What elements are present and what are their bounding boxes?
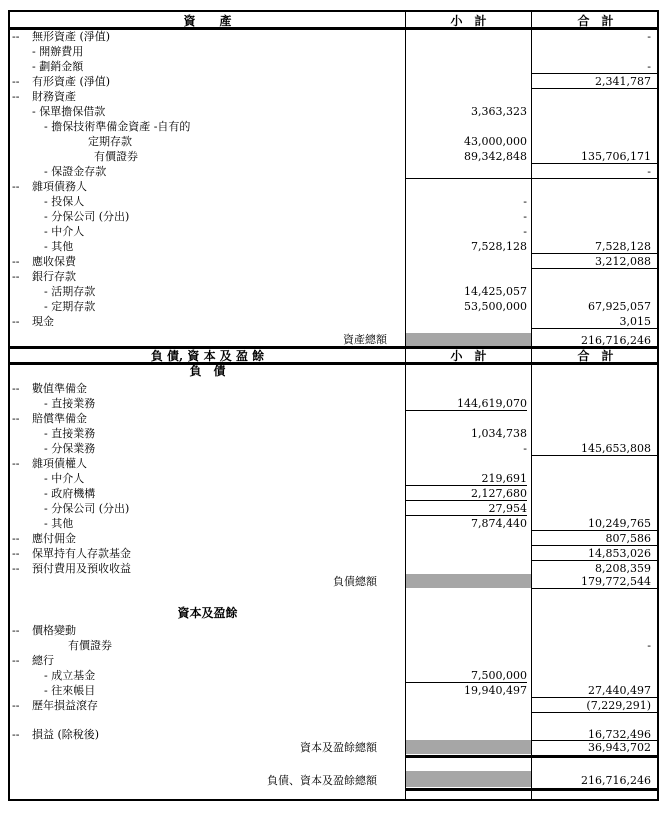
liabilities-rule bbox=[531, 455, 657, 456]
liabilities-row-label: - 分保公司 (分出) bbox=[44, 502, 130, 515]
assets-row-total: 3,015 bbox=[619, 315, 651, 328]
grand-total-shade bbox=[406, 771, 531, 787]
liabilities-row-prefix: -- bbox=[12, 532, 20, 545]
liabilities-row-prefix: -- bbox=[12, 382, 20, 395]
liabilities-row-total: 10,249,765 bbox=[588, 517, 651, 530]
liabilities-row-total: 14,853,026 bbox=[588, 547, 651, 560]
liabilities-rule bbox=[405, 485, 527, 486]
liabilities-row-prefix: -- bbox=[12, 457, 20, 470]
capital-row-label: - 往來帳目 bbox=[44, 684, 96, 697]
capital-section-title: 資本及盈餘 bbox=[177, 606, 238, 620]
assets-row-total: - bbox=[647, 30, 651, 43]
liabilities-rule bbox=[531, 560, 657, 561]
assets-row-label: 雜項債務人 bbox=[32, 180, 87, 193]
assets-row-subtotal: - bbox=[523, 195, 527, 208]
capital-row-label: - 成立基金 bbox=[44, 669, 96, 682]
assets-row-subtotal: 43,000,000 bbox=[464, 135, 527, 148]
capital-total-value: 36,943,702 bbox=[588, 741, 651, 754]
assets-row-prefix: -- bbox=[12, 30, 20, 43]
assets-row-label: 有形資產 (淨值) bbox=[32, 75, 111, 88]
assets-row-subtotal: - bbox=[523, 210, 527, 223]
capital-row-total: (7,229,291) bbox=[586, 699, 651, 712]
assets-row-subtotal: - bbox=[523, 225, 527, 238]
assets-rule bbox=[531, 88, 657, 89]
assets-rule bbox=[531, 268, 657, 269]
assets-rule bbox=[405, 178, 657, 179]
liab-total-label: 負債總額 bbox=[333, 575, 377, 588]
grand-total-value: 216,716,246 bbox=[581, 774, 651, 787]
assets-row-label: 有價證券 bbox=[94, 150, 138, 163]
liab-header-title: 負 債, 資 本 及 盈 餘 bbox=[150, 349, 265, 363]
assets-row-total: 2,341,787 bbox=[595, 75, 651, 88]
assets-row-prefix: -- bbox=[12, 255, 20, 268]
capital-row-subtotal: 7,500,000 bbox=[471, 669, 527, 682]
liabilities-rule bbox=[405, 500, 527, 501]
assets-row-label: - 分保公司 (分出) bbox=[44, 210, 130, 223]
assets-row-label: - 擔保技術準備金資產 -自有的 bbox=[44, 120, 191, 133]
liabilities-row-subtotal: 2,127,680 bbox=[471, 487, 527, 500]
assets-row-label: 財務資產 bbox=[32, 90, 76, 103]
assets-rule bbox=[531, 328, 657, 329]
liabilities-row-label: - 分保業務 bbox=[44, 442, 96, 455]
assets-header-total: 合 計 bbox=[577, 14, 614, 28]
assets-row-total: 135,706,171 bbox=[581, 150, 651, 163]
capital-total-shade bbox=[406, 740, 531, 754]
capital-rule bbox=[405, 682, 527, 683]
assets-row-label: 現金 bbox=[32, 315, 54, 328]
assets-row-subtotal: 3,363,323 bbox=[471, 105, 527, 118]
liabilities-rule bbox=[405, 410, 527, 411]
liab-total-value: 179,772,544 bbox=[581, 575, 651, 588]
column-divider-subtotal bbox=[405, 12, 406, 799]
grand-total-rule bbox=[405, 788, 657, 791]
assets-row-subtotal: 53,500,000 bbox=[464, 300, 527, 313]
liabilities-row-label: 應付佣金 bbox=[32, 532, 76, 545]
assets-rule bbox=[531, 73, 657, 74]
liab-header-subtotal: 小 計 bbox=[450, 349, 487, 363]
assets-total-shade bbox=[406, 333, 531, 346]
liabilities-row-label: 保單持有人存款基金 bbox=[32, 547, 131, 560]
liabilities-row-label: 賠償準備金 bbox=[32, 412, 87, 425]
capital-total-label: 資本及盈餘總額 bbox=[300, 741, 377, 754]
assets-row-total: - bbox=[647, 60, 651, 73]
assets-row-label: 銀行存款 bbox=[32, 270, 76, 283]
capital-rule bbox=[531, 740, 657, 741]
liabilities-row-label: 雜項債權人 bbox=[32, 457, 87, 470]
liabilities-row-total: 807,586 bbox=[605, 532, 651, 545]
liab-total-shade bbox=[406, 574, 531, 588]
liabilities-row-subtotal: - bbox=[523, 442, 527, 455]
liabilities-row-label: 數值準備金 bbox=[32, 382, 87, 395]
liabilities-row-subtotal: 1,034,738 bbox=[471, 427, 527, 440]
assets-header-title: 資 產 bbox=[183, 14, 232, 28]
assets-row-label: 應收保費 bbox=[32, 255, 76, 268]
assets-rule bbox=[531, 253, 657, 254]
column-divider-total bbox=[531, 12, 532, 799]
assets-total-label: 資產總額 bbox=[343, 333, 387, 346]
liabilities-row-subtotal: 219,691 bbox=[481, 472, 527, 485]
liabilities-row-label: - 直接業務 bbox=[44, 397, 96, 410]
liabilities-row-subtotal: 7,874,440 bbox=[471, 517, 527, 530]
capital-row-total: - bbox=[647, 639, 651, 652]
assets-row-total: - bbox=[647, 165, 651, 178]
capital-row-label: 損益 (除稅後) bbox=[32, 728, 100, 741]
assets-header-subtotal: 小 計 bbox=[450, 14, 487, 28]
capital-row-label: 價格變動 bbox=[32, 624, 76, 637]
capital-row-total: 27,440,497 bbox=[588, 684, 651, 697]
assets-row-label: - 其他 bbox=[44, 240, 74, 253]
liabilities-row-label: - 政府機構 bbox=[44, 487, 96, 500]
liabilities-row-subtotal: 144,619,070 bbox=[457, 397, 527, 410]
assets-row-prefix: -- bbox=[12, 75, 20, 88]
liab-section-title: 負 債 bbox=[189, 364, 226, 378]
assets-row-label: 定期存款 bbox=[88, 135, 132, 148]
capital-rule bbox=[531, 697, 657, 698]
assets-row-label: - 投保人 bbox=[44, 195, 85, 208]
liabilities-row-label: - 其他 bbox=[44, 517, 74, 530]
liabilities-rule bbox=[405, 515, 527, 516]
capital-row-label: 總行 bbox=[32, 654, 54, 667]
assets-row-total: 7,528,128 bbox=[595, 240, 651, 253]
capital-row-subtotal: 19,940,497 bbox=[464, 684, 527, 697]
assets-row-subtotal: 89,342,848 bbox=[464, 150, 527, 163]
assets-row-label: - 活期存款 bbox=[44, 285, 96, 298]
liabilities-row-label: - 中介人 bbox=[44, 472, 85, 485]
assets-row-label: - 開辦費用 bbox=[32, 45, 84, 58]
capital-row-label: 有價證券 bbox=[68, 639, 112, 652]
capital-row-prefix: -- bbox=[12, 699, 20, 712]
assets-row-prefix: -- bbox=[12, 90, 20, 103]
liabilities-row-prefix: -- bbox=[12, 547, 20, 560]
liabilities-rule bbox=[531, 530, 657, 531]
liab-total-rule bbox=[531, 588, 657, 589]
capital-total-rule bbox=[405, 755, 657, 758]
liabilities-row-subtotal: 27,954 bbox=[488, 502, 527, 515]
assets-row-total: 3,212,088 bbox=[595, 255, 651, 268]
assets-row-label: - 中介人 bbox=[44, 225, 85, 238]
assets-row-prefix: -- bbox=[12, 315, 20, 328]
balance-sheet bbox=[8, 10, 659, 801]
assets-row-label: - 保證金存款 bbox=[44, 165, 107, 178]
capital-row-total: 16,732,496 bbox=[588, 728, 651, 741]
liab-header-total: 合 計 bbox=[577, 349, 614, 363]
liabilities-rule bbox=[531, 545, 657, 546]
assets-row-total: 67,925,057 bbox=[588, 300, 651, 313]
capital-row-prefix: -- bbox=[12, 654, 20, 667]
liabilities-row-prefix: -- bbox=[12, 412, 20, 425]
liabilities-row-label: 預付費用及預收收益 bbox=[32, 562, 131, 575]
assets-total-value: 216,716,246 bbox=[581, 334, 651, 347]
assets-rule bbox=[531, 163, 657, 164]
assets-row-label: - 定期存款 bbox=[44, 300, 96, 313]
grand-total-label: 負債、資本及盈餘總額 bbox=[267, 774, 377, 787]
assets-row-label: 無形資產 (淨值) bbox=[32, 30, 111, 43]
liabilities-row-label: - 直接業務 bbox=[44, 427, 96, 440]
assets-row-label: - 劃銷金額 bbox=[32, 60, 84, 73]
assets-row-prefix: -- bbox=[12, 270, 20, 283]
assets-row-subtotal: 7,528,128 bbox=[471, 240, 527, 253]
capital-rule bbox=[531, 712, 657, 713]
liabilities-row-total: 145,653,808 bbox=[581, 442, 651, 455]
capital-row-prefix: -- bbox=[12, 624, 20, 637]
liabilities-row-total: 8,208,359 bbox=[595, 562, 651, 575]
capital-row-prefix: -- bbox=[12, 728, 20, 741]
assets-row-subtotal: 14,425,057 bbox=[464, 285, 527, 298]
liabilities-row-prefix: -- bbox=[12, 562, 20, 575]
capital-row-label: 歷年損益滾存 bbox=[32, 699, 98, 712]
assets-row-label: - 保單擔保借款 bbox=[32, 105, 106, 118]
assets-row-prefix: -- bbox=[12, 180, 20, 193]
